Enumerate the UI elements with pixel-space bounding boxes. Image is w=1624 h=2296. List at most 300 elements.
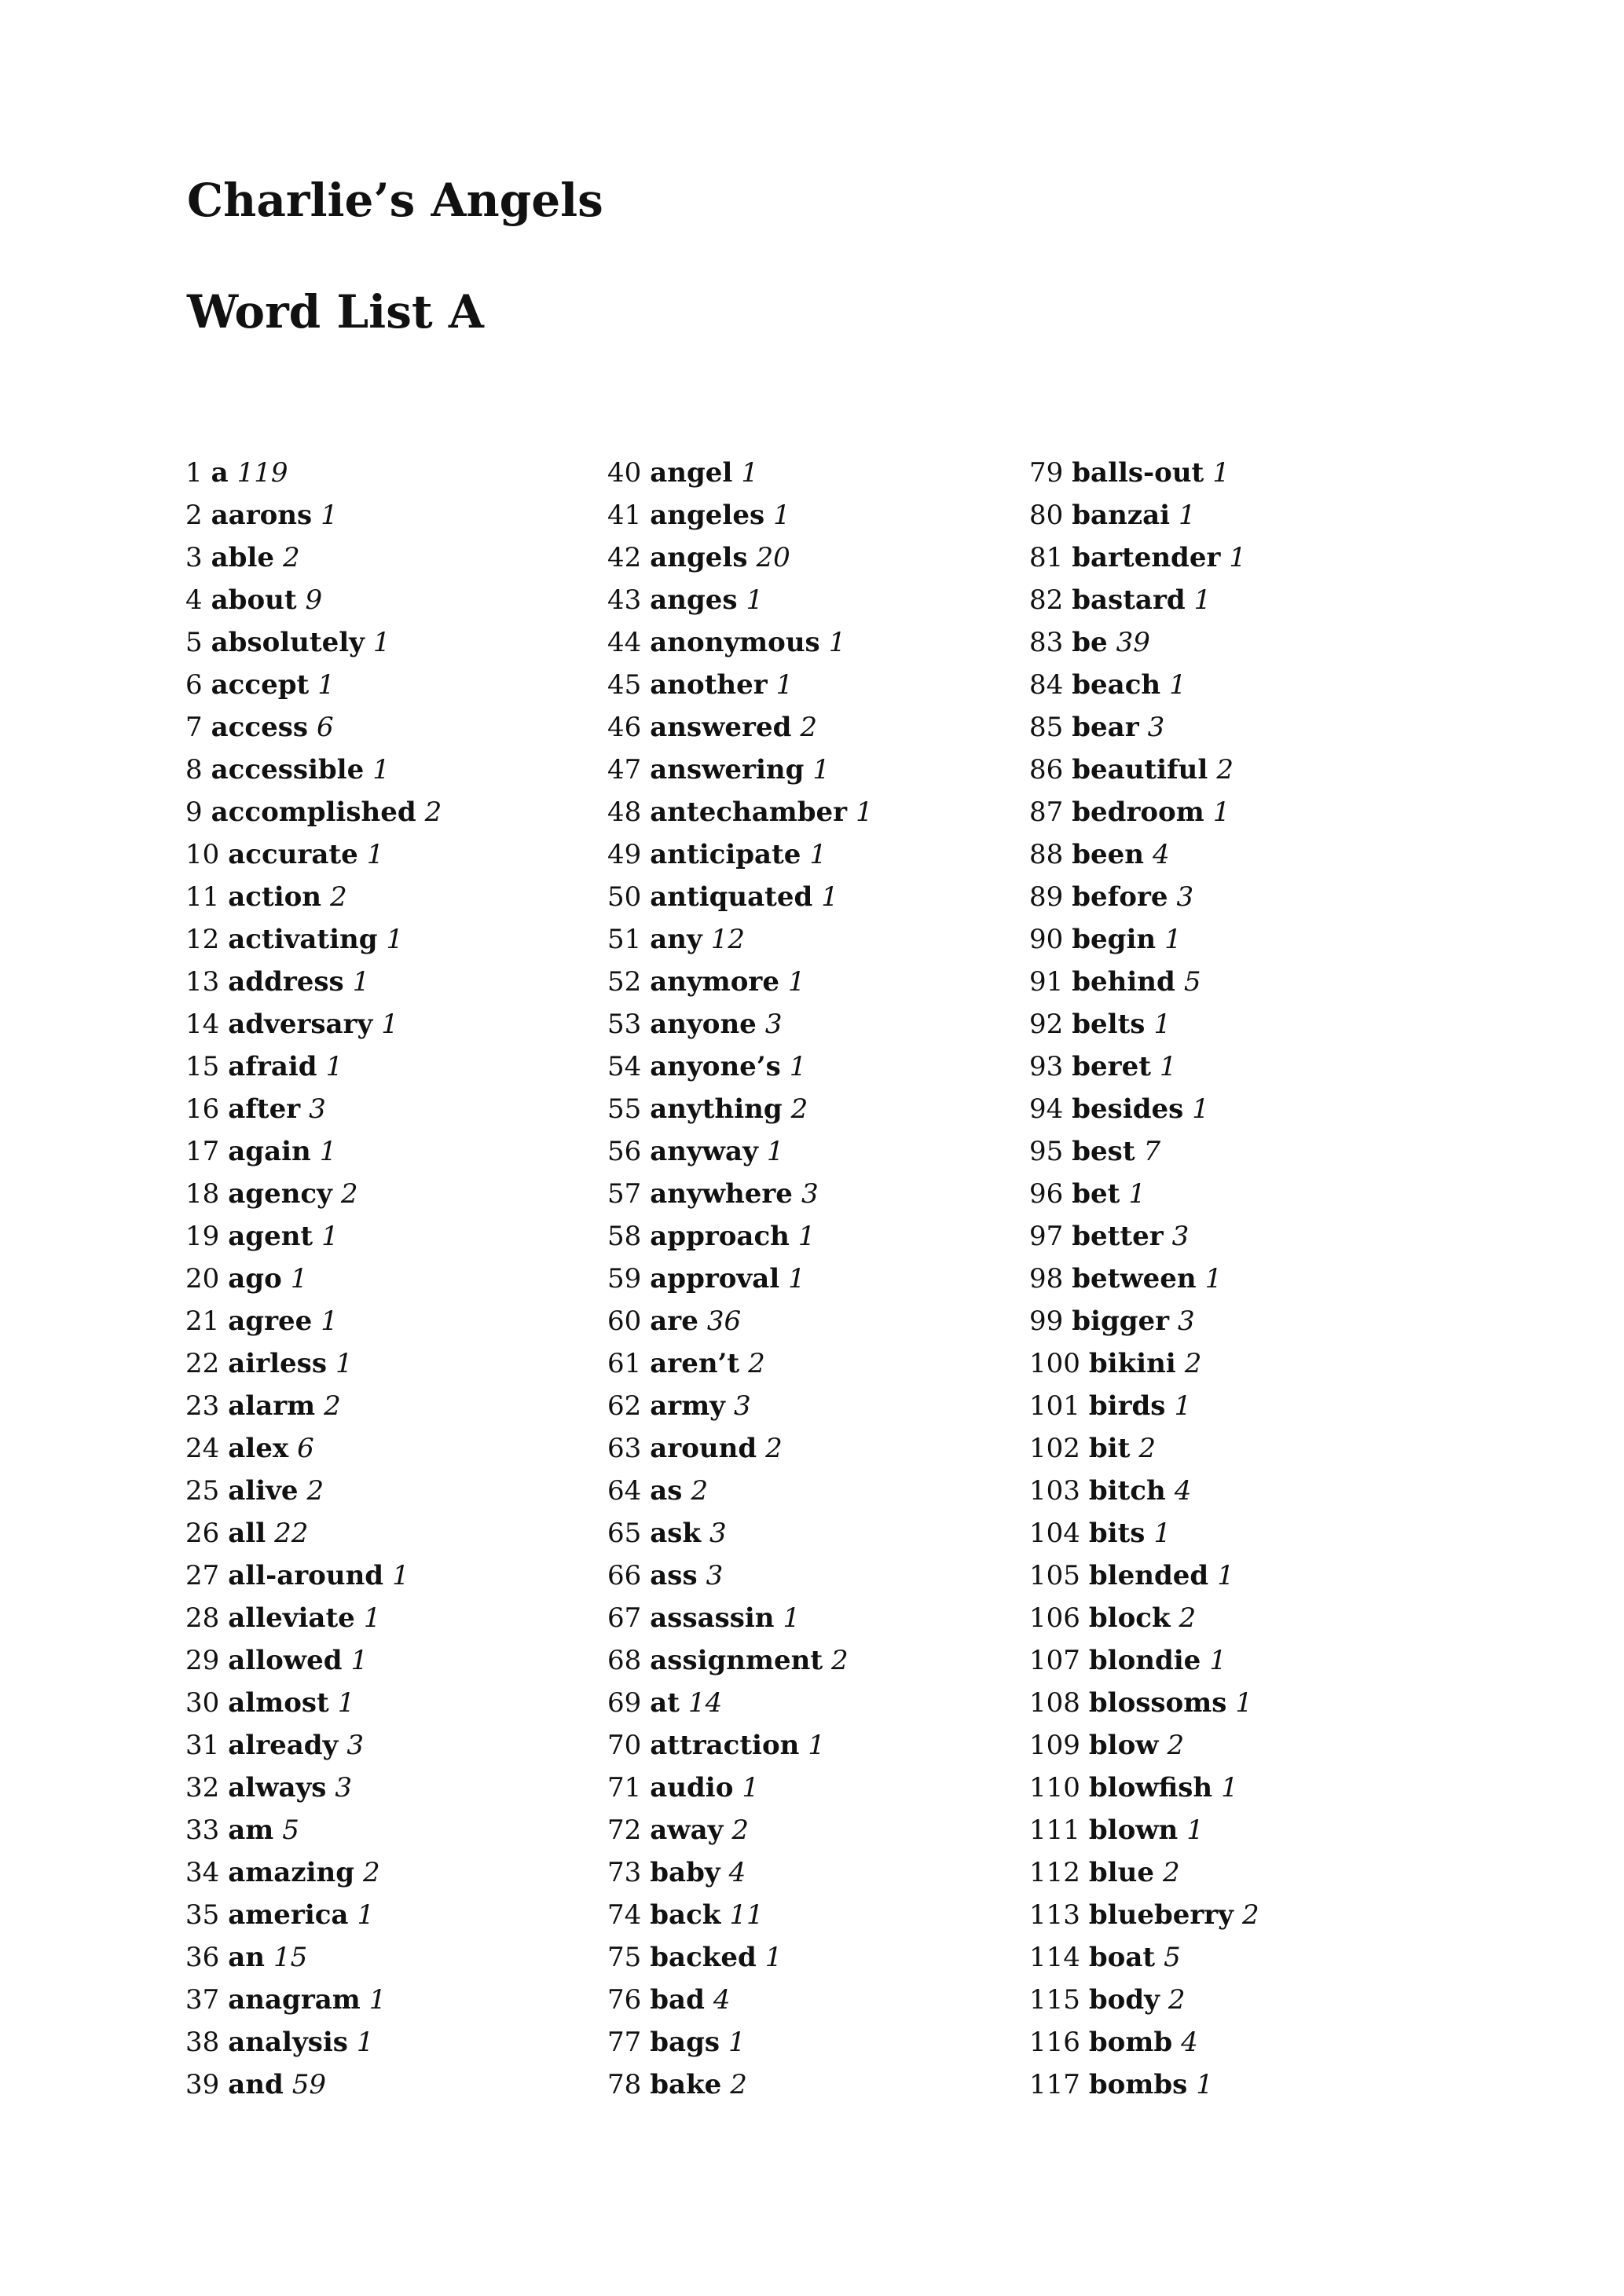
- word-entry: [1029, 1809, 1259, 1851]
- entry-count: 1: [1196, 2069, 1213, 2100]
- entry-word: aren’t: [650, 1348, 740, 1379]
- word-entry: [185, 749, 442, 791]
- word-entry: [1029, 1173, 1259, 1215]
- entry-number: 15: [185, 1051, 220, 1082]
- word-entry: [1029, 1427, 1259, 1470]
- entry-number: 83: [1029, 627, 1064, 658]
- entry-count: 3: [335, 1772, 353, 1803]
- entry-count: 3: [1178, 1305, 1195, 1337]
- entry-count: 4: [1174, 1475, 1192, 1507]
- word-entry: [607, 1342, 873, 1385]
- entry-count: 1: [1128, 1178, 1146, 1210]
- entry-number: 91: [1029, 966, 1064, 998]
- entry-word: action: [228, 881, 322, 913]
- word-entry: [185, 1173, 442, 1215]
- entry-count: 2: [363, 1857, 380, 1888]
- entry-word: approval: [650, 1263, 780, 1294]
- entry-word: address: [228, 966, 344, 998]
- entry-number: 55: [607, 1093, 642, 1125]
- entry-word: bigger: [1072, 1305, 1170, 1337]
- entry-word: around: [650, 1433, 757, 1464]
- entry-number: 94: [1029, 1093, 1064, 1125]
- word-entry: [1029, 1936, 1259, 1979]
- entry-count: 1: [789, 1051, 807, 1082]
- entry-count: 2: [324, 1390, 341, 1422]
- word-entry: [607, 621, 873, 664]
- entry-word: attraction: [650, 1730, 800, 1761]
- word-entry: [1029, 621, 1259, 664]
- entry-count: 1: [764, 1942, 783, 1973]
- entry-word: accessible: [211, 754, 365, 785]
- word-entry: [1029, 1512, 1259, 1554]
- entry-count: 1: [746, 584, 764, 616]
- entry-word: again: [228, 1136, 311, 1167]
- entry-number: 43: [607, 584, 642, 616]
- word-entry: [1029, 1639, 1259, 1682]
- entry-count: 1: [741, 457, 758, 489]
- entry-number: 17: [185, 1136, 220, 1167]
- document-title: Charlie’s Angels: [187, 174, 603, 227]
- entry-word: bartender: [1072, 542, 1221, 573]
- entry-number: 102: [1029, 1433, 1080, 1464]
- entry-number: 104: [1029, 1518, 1080, 1549]
- entry-number: 25: [185, 1475, 220, 1507]
- entry-word: accurate: [228, 839, 358, 870]
- word-entry: [1029, 1342, 1259, 1385]
- entry-count: 2: [748, 1348, 765, 1379]
- entry-word: assignment: [650, 1645, 823, 1676]
- entry-number: 24: [185, 1433, 220, 1464]
- word-entry: [185, 791, 442, 833]
- entry-count: 2: [765, 1433, 783, 1464]
- word-entry: [607, 1597, 873, 1639]
- entry-word: agree: [228, 1305, 313, 1337]
- entry-number: 79: [1029, 457, 1064, 489]
- entry-count: 1: [1212, 796, 1230, 828]
- word-entry: [1029, 1385, 1259, 1427]
- entry-number: 38: [185, 2027, 220, 2058]
- entry-number: 50: [607, 881, 642, 913]
- entry-number: 64: [607, 1475, 642, 1507]
- word-entry: [607, 749, 873, 791]
- entry-number: 85: [1029, 712, 1064, 743]
- word-entry: [1029, 1554, 1259, 1597]
- word-entry: [185, 1682, 442, 1724]
- entry-number: 92: [1029, 1009, 1064, 1040]
- entry-word: aarons: [211, 500, 313, 531]
- word-entry: [185, 2063, 442, 2106]
- entry-count: 1: [1186, 1814, 1204, 1846]
- entry-word: bikini: [1088, 1348, 1176, 1379]
- entry-number: 73: [607, 1857, 642, 1888]
- entry-number: 36: [185, 1942, 220, 1973]
- entry-count: 3: [346, 1730, 364, 1761]
- entry-word: belts: [1072, 1009, 1146, 1040]
- entry-word: a: [211, 457, 229, 489]
- word-entry: [185, 706, 442, 749]
- entry-count: 6: [317, 712, 334, 743]
- entry-word: blue: [1088, 1857, 1154, 1888]
- entry-word: bags: [650, 2027, 720, 2058]
- entry-number: 37: [185, 1984, 220, 2016]
- entry-count: 15: [273, 1942, 308, 1973]
- entry-count: 1: [1192, 1093, 1209, 1125]
- word-entry: [1029, 664, 1259, 706]
- entry-count: 1: [386, 924, 404, 955]
- word-column-1: [185, 452, 442, 2106]
- word-entry: [185, 2021, 442, 2063]
- entry-number: 116: [1029, 2027, 1080, 2058]
- entry-number: 80: [1029, 500, 1064, 531]
- word-entry: [1029, 1597, 1259, 1639]
- entry-number: 70: [607, 1730, 642, 1761]
- entry-number: 71: [607, 1772, 642, 1803]
- entry-word: army: [650, 1390, 725, 1422]
- entry-count: 1: [1217, 1560, 1234, 1591]
- word-entry: [1029, 579, 1259, 621]
- entry-number: 26: [185, 1518, 220, 1549]
- word-entry: [185, 1554, 442, 1597]
- entry-count: 2: [730, 2069, 747, 2100]
- entry-number: 52: [607, 966, 642, 998]
- entry-word: between: [1072, 1263, 1197, 1294]
- word-entry: [607, 706, 873, 749]
- entry-number: 9: [185, 796, 203, 828]
- entry-count: 1: [357, 1899, 375, 1931]
- entry-number: 34: [185, 1857, 220, 1888]
- entry-count: 1: [392, 1560, 409, 1591]
- entry-number: 93: [1029, 1051, 1064, 1082]
- entry-number: 103: [1029, 1475, 1080, 1507]
- entry-word: accept: [211, 669, 310, 701]
- entry-number: 19: [185, 1221, 220, 1252]
- word-entry: [1029, 1724, 1259, 1767]
- word-entry: [185, 664, 442, 706]
- entry-number: 87: [1029, 796, 1064, 828]
- entry-word: about: [211, 584, 297, 616]
- entry-word: an: [228, 1942, 266, 1973]
- entry-count: 2: [1216, 754, 1234, 785]
- entry-count: 5: [1164, 1942, 1181, 1973]
- entry-word: bomb: [1088, 2027, 1173, 2058]
- entry-count: 1: [828, 627, 846, 658]
- word-entry: [607, 1003, 873, 1045]
- entry-number: 44: [607, 627, 642, 658]
- entry-number: 48: [607, 796, 642, 828]
- entry-count: 1: [742, 1772, 760, 1803]
- entry-number: 68: [607, 1645, 642, 1676]
- entry-count: 1: [352, 966, 370, 998]
- entry-word: angels: [650, 542, 748, 573]
- entry-count: 2: [306, 1475, 324, 1507]
- entry-word: agency: [228, 1178, 332, 1210]
- word-entry: [607, 536, 873, 579]
- entry-count: 2: [1184, 1348, 1202, 1379]
- entry-number: 107: [1029, 1645, 1080, 1676]
- entry-word: bombs: [1088, 2069, 1188, 2100]
- word-entry: [607, 1554, 873, 1597]
- entry-number: 10: [185, 839, 220, 870]
- word-entry: [607, 961, 873, 1003]
- entry-count: 3: [1147, 712, 1165, 743]
- entry-word: anyone: [650, 1009, 757, 1040]
- word-entry: [185, 1003, 442, 1045]
- entry-word: back: [650, 1899, 721, 1931]
- entry-count: 1: [1204, 1263, 1223, 1294]
- entry-number: 86: [1029, 754, 1064, 785]
- entry-word: balls-out: [1072, 457, 1204, 489]
- entry-number: 33: [185, 1814, 220, 1846]
- word-entry: [607, 1300, 873, 1342]
- word-entry: [607, 1639, 873, 1682]
- entry-count: 2: [340, 1178, 358, 1210]
- entry-number: 95: [1029, 1136, 1064, 1167]
- entry-number: 46: [607, 712, 642, 743]
- entry-count: 2: [1179, 1602, 1197, 1634]
- word-entry: [1029, 2021, 1259, 2063]
- entry-word: all-around: [228, 1560, 384, 1591]
- word-entry: [185, 833, 442, 876]
- word-entry: [607, 1767, 873, 1809]
- entry-number: 105: [1029, 1560, 1080, 1591]
- entry-word: afraid: [228, 1051, 317, 1082]
- word-entry: [607, 918, 873, 961]
- entry-count: 1: [1169, 669, 1186, 701]
- entry-word: behind: [1072, 966, 1175, 998]
- word-entry: [607, 2021, 873, 2063]
- entry-count: 1: [809, 839, 827, 870]
- entry-count: 36: [706, 1305, 742, 1337]
- word-entry: [607, 1088, 873, 1130]
- word-entry: [607, 876, 873, 918]
- entry-number: 82: [1029, 584, 1064, 616]
- word-entry: [1029, 1258, 1259, 1300]
- entry-number: 59: [607, 1263, 642, 1294]
- entry-number: 99: [1029, 1305, 1064, 1337]
- entry-count: 39: [1116, 627, 1150, 658]
- entry-count: 1: [321, 1305, 338, 1337]
- entry-count: 1: [356, 2027, 374, 2058]
- entry-count: 4: [728, 1857, 746, 1888]
- entry-number: 108: [1029, 1687, 1080, 1719]
- entry-count: 1: [1212, 457, 1230, 489]
- entry-count: 1: [366, 839, 384, 870]
- word-entry: [185, 1385, 442, 1427]
- word-entry: [1029, 1851, 1259, 1894]
- entry-word: allowed: [228, 1645, 343, 1676]
- entry-count: 1: [350, 1645, 368, 1676]
- entry-number: 89: [1029, 881, 1064, 913]
- entry-count: 1: [1221, 1772, 1238, 1803]
- entry-number: 78: [607, 2069, 642, 2100]
- entry-word: angeles: [650, 500, 765, 531]
- entry-word: blondie: [1088, 1645, 1201, 1676]
- word-entry: [607, 1682, 873, 1724]
- entry-number: 30: [185, 1687, 220, 1719]
- entry-count: 3: [1176, 881, 1194, 913]
- entry-word: ass: [650, 1560, 698, 1591]
- entry-word: blueberry: [1088, 1899, 1234, 1931]
- entry-word: anonymous: [650, 627, 820, 658]
- entry-word: blown: [1088, 1814, 1179, 1846]
- entry-word: able: [211, 542, 274, 573]
- entry-count: 1: [381, 1009, 398, 1040]
- entry-word: be: [1072, 627, 1108, 658]
- entry-word: bad: [650, 1984, 705, 2016]
- entry-count: 119: [236, 457, 288, 489]
- entry-count: 1: [787, 966, 805, 998]
- entry-word: away: [650, 1814, 724, 1846]
- entry-number: 75: [607, 1942, 642, 1973]
- entry-number: 100: [1029, 1348, 1080, 1379]
- entry-count: 1: [1235, 1687, 1252, 1719]
- word-entry: [607, 1894, 873, 1936]
- entry-number: 65: [607, 1518, 642, 1549]
- word-entry: [1029, 1088, 1259, 1130]
- entry-count: 2: [283, 542, 300, 573]
- word-column-3: [1029, 452, 1259, 2106]
- entry-word: beautiful: [1072, 754, 1208, 785]
- entry-word: airless: [228, 1348, 327, 1379]
- word-entry: [185, 1767, 442, 1809]
- word-entry: [1029, 1767, 1259, 1809]
- word-entry: [185, 1470, 442, 1512]
- entry-number: 40: [607, 457, 642, 489]
- word-entry: [1029, 536, 1259, 579]
- entry-word: am: [228, 1814, 274, 1846]
- entry-word: best: [1072, 1136, 1135, 1167]
- entry-word: access: [211, 712, 308, 743]
- word-entry: [185, 918, 442, 961]
- entry-number: 106: [1029, 1602, 1080, 1634]
- word-entry: [1029, 1003, 1259, 1045]
- entry-count: 1: [766, 1136, 784, 1167]
- entry-word: are: [650, 1305, 698, 1337]
- entry-count: 3: [801, 1178, 819, 1210]
- word-entry: [607, 579, 873, 621]
- entry-count: 1: [1159, 1051, 1177, 1082]
- entry-number: 8: [185, 754, 203, 785]
- entry-count: 1: [363, 1602, 381, 1634]
- entry-word: ago: [228, 1263, 282, 1294]
- entry-word: alive: [228, 1475, 299, 1507]
- entry-number: 16: [185, 1093, 220, 1125]
- entry-count: 1: [797, 1221, 816, 1252]
- entry-number: 110: [1029, 1772, 1080, 1803]
- entry-word: blended: [1088, 1560, 1209, 1591]
- entry-word: anagram: [228, 1984, 361, 2016]
- entry-number: 22: [185, 1348, 220, 1379]
- entry-word: block: [1088, 1602, 1171, 1634]
- word-entry: [185, 1639, 442, 1682]
- entry-word: almost: [228, 1687, 329, 1719]
- entry-count: 7: [1143, 1136, 1161, 1167]
- entry-count: 2: [1168, 1984, 1186, 2016]
- entry-word: beach: [1072, 669, 1161, 701]
- entry-number: 29: [185, 1645, 220, 1676]
- entry-word: accomplished: [211, 796, 416, 828]
- entry-number: 21: [185, 1305, 220, 1337]
- entry-number: 63: [607, 1433, 642, 1464]
- entry-number: 67: [607, 1602, 642, 1634]
- word-entry: [185, 961, 442, 1003]
- word-entry: [1029, 876, 1259, 918]
- word-entry: [1029, 706, 1259, 749]
- word-entry: [185, 1597, 442, 1639]
- entry-number: 4: [185, 584, 203, 616]
- entry-count: 1: [775, 669, 794, 701]
- entry-word: already: [228, 1730, 339, 1761]
- entry-count: 5: [282, 1814, 299, 1846]
- word-entry: [1029, 1130, 1259, 1173]
- word-entry: [607, 1512, 873, 1554]
- entry-word: beret: [1072, 1051, 1151, 1082]
- entry-count: 1: [808, 1730, 826, 1761]
- word-entry: [1029, 1300, 1259, 1342]
- entry-number: 74: [607, 1899, 642, 1931]
- word-entry: [185, 1215, 442, 1258]
- word-entry: [1029, 961, 1259, 1003]
- entry-number: 5: [185, 627, 203, 658]
- entry-number: 51: [607, 924, 642, 955]
- word-entry: [185, 621, 442, 664]
- entry-number: 3: [185, 542, 203, 573]
- entry-word: alarm: [228, 1390, 316, 1422]
- entry-count: 2: [330, 881, 347, 913]
- entry-number: 20: [185, 1263, 220, 1294]
- entry-count: 1: [1164, 924, 1182, 955]
- entry-count: 1: [1174, 1390, 1192, 1422]
- entry-number: 56: [607, 1136, 642, 1167]
- word-entry: [607, 833, 873, 876]
- word-entry: [1029, 1045, 1259, 1088]
- word-entry: [607, 1258, 873, 1300]
- entry-word: boat: [1088, 1942, 1156, 1973]
- entry-count: 3: [709, 1518, 727, 1549]
- word-entry: [607, 1851, 873, 1894]
- entry-count: 1: [783, 1602, 801, 1634]
- word-entry: [185, 1809, 442, 1851]
- word-entry: [185, 1979, 442, 2021]
- entry-count: 59: [291, 2069, 327, 2100]
- entry-number: 113: [1029, 1899, 1080, 1931]
- entry-count: 1: [856, 796, 873, 828]
- word-entry: [607, 1385, 873, 1427]
- entry-word: anticipate: [650, 839, 801, 870]
- word-entry: [185, 1342, 442, 1385]
- entry-count: 12: [710, 924, 746, 955]
- word-entry: [1029, 494, 1259, 536]
- word-entry: [607, 1979, 873, 2021]
- entry-word: assassin: [650, 1602, 775, 1634]
- entry-number: 1: [185, 457, 203, 489]
- word-entry: [185, 876, 442, 918]
- entry-word: anges: [650, 584, 738, 616]
- word-entry: [185, 1851, 442, 1894]
- word-entry: [607, 1130, 873, 1173]
- entry-number: 23: [185, 1390, 220, 1422]
- entry-count: 6: [297, 1433, 314, 1464]
- entry-count: 2: [1241, 1899, 1259, 1931]
- entry-count: 2: [731, 1814, 749, 1846]
- word-entry: [607, 664, 873, 706]
- word-entry: [607, 1809, 873, 1851]
- entry-number: 90: [1029, 924, 1064, 955]
- entry-word: any: [650, 924, 702, 955]
- word-entry: [607, 1215, 873, 1258]
- entry-word: amazing: [228, 1857, 355, 1888]
- entry-count: 3: [1171, 1221, 1190, 1252]
